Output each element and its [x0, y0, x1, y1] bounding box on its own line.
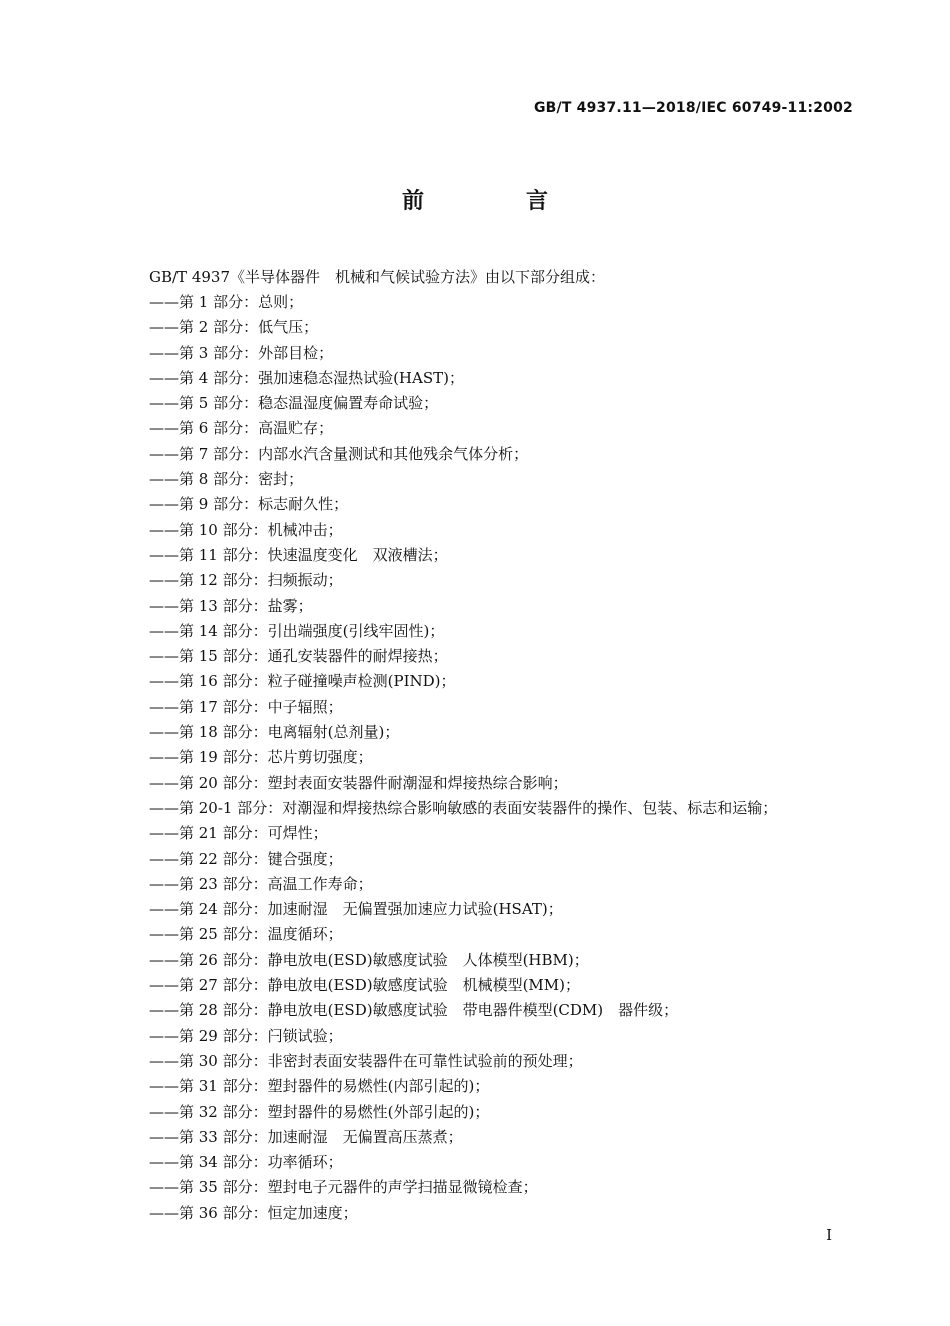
standard-number-header: GB/T 4937.11—2018/IEC 60749-11:2002: [533, 100, 853, 116]
list-item: ——第 28 部分：静电放电(ESD)敏感度试验 带电器件模型(CDM) 器件级；: [149, 1001, 679, 1020]
list-item: ——第 30 部分：非密封表面安装器件在可靠性试验前的预处理；: [149, 1051, 583, 1070]
list-item: ——第 34 部分：功率循环；: [149, 1153, 343, 1172]
list-item: ——第 25 部分：温度循环；: [149, 925, 343, 944]
list-item: ——第 8 部分：密封；: [149, 470, 304, 489]
list-item: ——第 26 部分：静电放电(ESD)敏感度试验 人体模型(HBM)；: [149, 950, 589, 969]
list-item: ——第 5 部分：稳态温湿度偏置寿命试验；: [149, 394, 439, 413]
page-number: I: [826, 1226, 832, 1244]
page-title: 前 言: [401, 189, 588, 214]
list-item: ——第 12 部分：扫频振动；: [149, 571, 343, 590]
list-item: ——第 32 部分：塑封器件的易燃性(外部引起的)；: [149, 1102, 490, 1121]
list-item: ——第 33 部分：加速耐湿 无偏置高压蒸煮；: [149, 1127, 463, 1146]
list-item: ——第 31 部分：塑封器件的易燃性(内部引起的)；: [149, 1077, 490, 1096]
list-item: ——第 6 部分：高温贮存；: [149, 419, 334, 438]
list-item: ——第 14 部分：引出端强度(引线牢固性)；: [149, 621, 445, 640]
list-item: ——第 17 部分：中子辐照；: [149, 697, 343, 716]
list-item: ——第 9 部分：标志耐久性；: [149, 495, 349, 514]
list-item: ——第 27 部分：静电放电(ESD)敏感度试验 机械模型(MM)；: [149, 976, 581, 995]
list-item: ——第 2 部分：低气压；: [149, 318, 319, 337]
list-item: ——第 23 部分：高温工作寿命；: [149, 874, 373, 893]
list-item: ——第 29 部分：闩锁试验；: [149, 1026, 343, 1045]
list-item: ——第 16 部分：粒子碰撞噪声检测(PIND)；: [149, 672, 456, 691]
list-item: ——第 20 部分：塑封表面安装器件耐潮湿和焊接热综合影响；: [149, 773, 568, 792]
list-item: ——第 36 部分：恒定加速度；: [149, 1203, 358, 1222]
list-item: ——第 22 部分：键合强度；: [149, 849, 343, 868]
list-item: ——第 20-1 部分：对潮湿和焊接热综合影响敏感的表面安装器件的操作、包装、标志和运输；: [149, 798, 778, 817]
intro-paragraph: GB/T 4937《半导体器件 机械和气候试验方法》由以下部分组成：: [149, 268, 606, 286]
list-item: ——第 3 部分：外部目检；: [149, 343, 334, 362]
list-item: ——第 19 部分：芯片剪切强度；: [149, 748, 373, 767]
list-item: ——第 11 部分：快速温度变化 双液槽法；: [149, 545, 448, 564]
parts-list: [149, 290, 777, 1226]
list-item: ——第 1 部分：总则；: [149, 293, 304, 311]
list-item: ——第 15 部分：通孔安装器件的耐焊接热；: [149, 647, 448, 666]
list-item: ——第 24 部分：加速耐湿 无偏置强加速应力试验(HSAT)；: [149, 900, 563, 919]
list-item: ——第 4 部分：强加速稳态湿热试验(HAST)；: [149, 368, 464, 387]
list-item: ——第 21 部分：可焊性；: [149, 824, 328, 843]
list-item: ——第 10 部分：机械冲击；: [149, 520, 343, 539]
list-item: ——第 18 部分：电离辐射(总剂量)；: [149, 723, 400, 742]
list-item: ——第 7 部分：内部水汽含量测试和其他残余气体分析；: [149, 444, 529, 463]
list-item: ——第 13 部分：盐雾；: [149, 596, 313, 615]
list-item: ——第 35 部分：塑封电子元器件的声学扫描显微镜检查；: [149, 1178, 538, 1197]
